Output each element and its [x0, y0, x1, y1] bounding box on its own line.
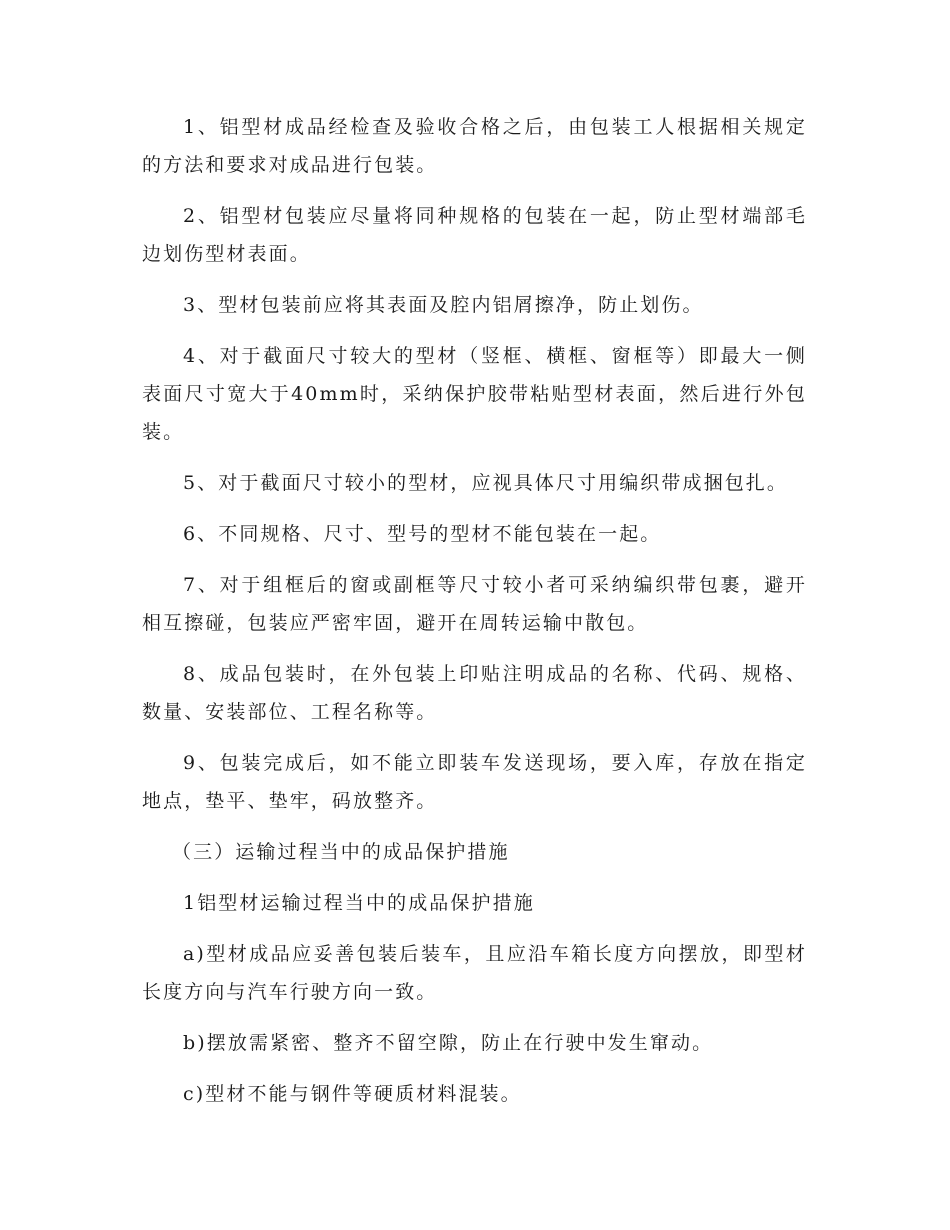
- paragraph-item-5: 5、对于截面尺寸较小的型材，应视具体尺寸用编织带成捆包扎。: [183, 472, 788, 494]
- paragraph-item-6: 6、不同规格、尺寸、型号的型材不能包装在一起。: [183, 523, 662, 545]
- paragraph-item-a: a)型材成品应妥善包装后装车，且应沿车箱长度方向摆放，即型材长度方向与汽车行驶方向一致。: [142, 943, 807, 1003]
- paragraph-item-2: 2、铝型材包装应尽量将同种规格的包装在一起，防止型材端部毛边划伤型材表面。: [142, 205, 807, 265]
- paragraph-item-1: 1、铝型材成品经检查及验收合格之后，由包装工人根据相关规定的方法和要求对成品进行包装。: [142, 116, 807, 176]
- paragraph-item-c: c)型材不能与钢件等硬质材料混装。: [183, 1083, 522, 1105]
- section-heading: （三）运输过程当中的成品保护措施: [172, 841, 510, 863]
- subsection-heading: 1铝型材运输过程当中的成品保护措施: [183, 892, 535, 914]
- paragraph-item-9: 9、包装完成后，如不能立即装车发送现场，要入库，存放在指定地点，垫平、垫牢，码放整齐。: [142, 752, 807, 812]
- paragraph-item-3: 3、型材包装前应将其表面及腔内铝屑擦净，防止划伤。: [183, 294, 704, 316]
- paragraph-item-7: 7、对于组框后的窗或副框等尺寸较小者可采纳编织带包裹，避开相互擦碰，包装应严密牢固，避开在周转运输中散包。: [142, 574, 807, 634]
- paragraph-item-4: 4、对于截面尺寸较大的型材（竖框、横框、窗框等）即最大一侧表面尺寸宽大于40mm时，采纳保护胶带粘贴型材表面，然后进行外包装。: [142, 345, 807, 443]
- paragraph-item-b: b)摆放需紧密、整齐不留空隙，防止在行驶中发生窜动。: [183, 1032, 714, 1054]
- paragraph-item-8: 8、成品包装时，在外包装上印贴注明成品的名称、代码、规格、数量、安装部位、工程名称等。: [142, 663, 807, 723]
- document-page: [142, 108, 807, 1126]
